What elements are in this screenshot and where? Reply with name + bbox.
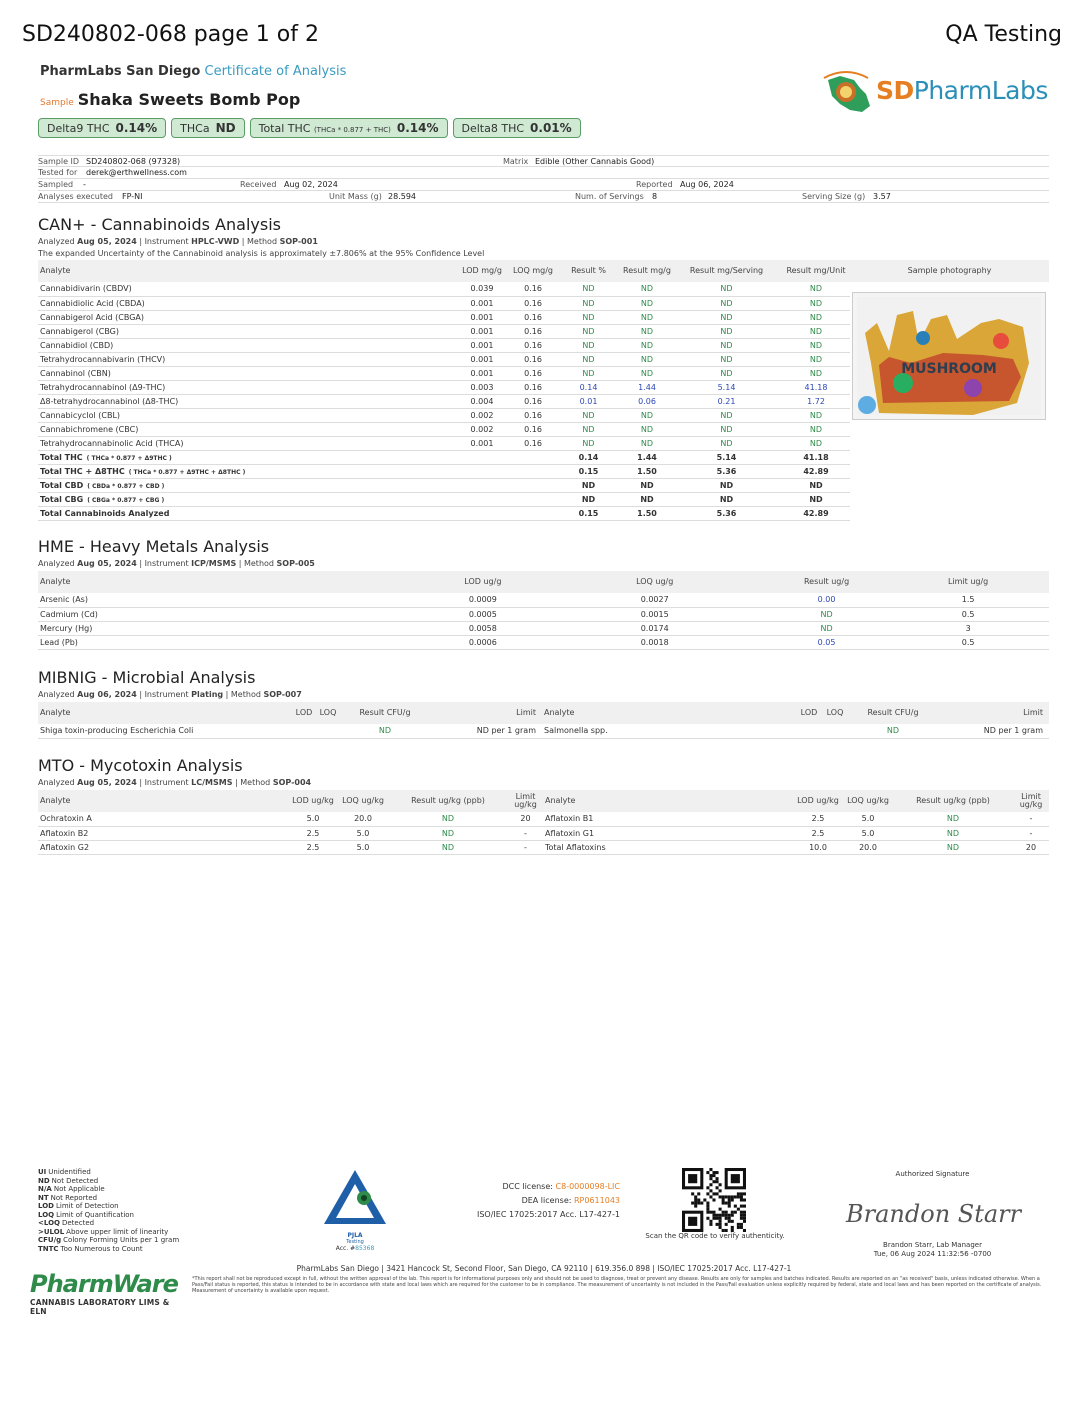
lab-address: PharmLabs San Diego | 3421 Hancock St, Second Floor, San Diego, CA 92110 | 619.356.0 898 | ISO/IEC 17025:2017 Acc. L17-427-1 [296, 1264, 792, 1273]
cannabinoid-row: Tetrahydrocannabinol (Δ9-THC) 0.003 0.16 0.14 1.44 5.14 41.18 [38, 380, 1049, 394]
cannabinoid-row: Cannabinol (CBN) 0.001 0.16 ND ND ND ND [38, 366, 1049, 380]
pharmware-logo: PharmWare CANNABIS LABORATORY LIMS & ELN [30, 1270, 178, 1316]
mycotoxin-row: Ochratoxin A 5.0 20.0 ND 20 Aflatoxin B1 2.5 5.0 ND - [38, 812, 1049, 826]
legend-item: CFU/g Colony Forming Units per 1 gram [38, 1236, 180, 1244]
sample-info-block: Sample ID SD240802-068 (97328) Matrix Edible (Other Cannabis Good) Tested for derek@erthwellness.com Sampled - Received Aug 02, 2024 Reported Aug 06, 2024 Analyses executed FP-NI Unit Mass (g) 28.594 Num. of Servings 8 Serving Size (g) 3.57 [38, 155, 1049, 203]
badge-total-thc: Total THC (THCa * 0.877 + THC) 0.14% [250, 118, 448, 138]
cannabinoid-row: Cannabidiolic Acid (CBDA) 0.001 0.16 ND ND ND ND [38, 296, 1049, 310]
heavy-metals-title: HME - Heavy Metals Analysis [38, 537, 270, 556]
legend-item: LOD Limit of Detection [38, 1202, 119, 1210]
cannabinoid-row: Cannabidivarin (CBDV) 0.039 0.16 ND ND ND ND [38, 282, 1049, 296]
cannabinoid-total-row: Total THC ( THCa * 0.877 + Δ9THC ) 0.14 1.44 5.14 41.18 [38, 450, 1049, 464]
heavy-metals-meta: Analyzed Aug 05, 2024 | Instrument ICP/MSMS | Method SOP-005 [38, 559, 315, 568]
svg-text:Brandon Starr: Brandon Starr [846, 1200, 1022, 1228]
signer-info: Brandon Starr, Lab Manager Tue, 06 Aug 2024 11:32:56 -0700 [873, 1241, 992, 1258]
report-category: QA Testing [945, 22, 1062, 47]
legend-item: N/A Not Applicable [38, 1185, 105, 1193]
heavy-metal-row: Cadmium (Cd) 0.0005 0.0015 ND 0.5 [38, 607, 1049, 621]
report-id-page: SD240802-068 page 1 of 2 [22, 22, 319, 47]
pjla-logo-icon [320, 1168, 390, 1228]
california-map-icon [820, 66, 876, 118]
qr-caption: Scan the QR code to verify authenticity. [645, 1232, 785, 1240]
cannabinoid-row: Cannabigerol Acid (CBGA) 0.001 0.16 ND ND ND ND [38, 310, 1049, 324]
legend-item: LOQ Limit of Quantification [38, 1210, 134, 1219]
sample-line [40, 90, 300, 109]
legend-item: <LOQ Detected [38, 1219, 95, 1227]
abbreviation-legend [38, 1168, 179, 1253]
badge-delta9: Delta9 THC 0.14% [38, 118, 166, 138]
sample-label: Sample [40, 98, 74, 108]
microbial-meta: Analyzed Aug 06, 2024 | Instrument Plating | Method SOP-007 [38, 690, 302, 699]
microbial-table: Analyte LOD LOQ Result CFU/g Limit Analyte LOD LOQ Result CFU/g Limit Shiga toxin-producing Escherichia Coli ND ND per 1 gram Salmonella spp. ND ND per 1 gram [38, 702, 1049, 739]
cannabinoid-row: Δ8-tetrahydrocannabinol (Δ8-THC) 0.004 0.16 0.01 0.06 0.21 1.72 [38, 394, 1049, 408]
sdpharmlabs-logo: SDPharmLabs [820, 66, 1050, 118]
mycotoxin-meta: Analyzed Aug 05, 2024 | Instrument LC/MSMS | Method SOP-004 [38, 778, 312, 787]
signature-image [842, 1190, 1022, 1234]
disclaimer: *This report shall not be reproduced except in full, without the written approval of the lab. This report is for informational purposes only and should not be used to diagnose, treat or prevent any disease. Results are only for samples and batches indicated. Results are reported on an "as received" basis, unless indicated otherwise. When a Pass/Fail status is reported, this status is intended to be in accordance with state and local laws which are required for the customer to be in compliance. The measurement of uncertainty is not included in the Pass/Fail evaluation unless explicitly required by federal, state and local laws and has been reported on the certificate of analysis. Measurement of uncertainty is available upon request. [192, 1276, 1042, 1294]
product-image [853, 293, 1045, 419]
heavy-metals-table: Analyte LOD ug/g LOQ ug/g Result ug/g Limit ug/g Arsenic (As) 0.0009 0.0027 0.00 1.5 Cadmium (Cd) 0.0005 0.0015 ND 0.5 Mercury (Hg) 0.0058 0.0174 ND 3 Lead (Pb) 0.0006 0.0018 0.05 0.5 [38, 571, 1049, 650]
mycotoxin-title: MTO - Mycotoxin Analysis [38, 756, 243, 775]
heavy-metal-row: Lead (Pb) 0.0006 0.0018 0.05 0.5 [38, 635, 1049, 649]
lab-name: PharmLabs San Diego [40, 64, 201, 79]
cannabinoid-total-row: Total CBG ( CBGa * 0.877 + CBG ) ND ND ND ND [38, 492, 1049, 506]
verification-qr-code[interactable] [682, 1168, 746, 1232]
cannabinoids-meta: Analyzed Aug 05, 2024 | Instrument HPLC-VWD | Method SOP-001 [38, 237, 318, 246]
pjla-accreditation: PJLA Testing Acc. #85368 [320, 1168, 390, 1248]
license-info: DCC license: C8-0000098-LIC DEA license: RP0611043 ISO/IEC 17025:2017 Acc. L17-427-1 [476, 1182, 620, 1219]
cannabinoid-row: Cannabidiol (CBD) 0.001 0.16 ND ND ND ND [38, 338, 1049, 352]
heavy-metal-row: Mercury (Hg) 0.0058 0.0174 ND 3 [38, 621, 1049, 635]
potency-badges [38, 118, 581, 138]
legend-item: ND Not Detected [38, 1176, 99, 1185]
cannabinoid-total-row: Total THC + Δ8THC ( THCa * 0.877 + Δ9THC + Δ8THC ) 0.15 1.50 5.36 42.89 [38, 464, 1049, 478]
svg-text:MUSHROOM: MUSHROOM [901, 361, 997, 377]
cannabinoid-row: Tetrahydrocannabinolic Acid (THCA) 0.001 0.16 ND ND ND ND [38, 436, 1049, 450]
doc-type: Certificate of Analysis [204, 64, 347, 79]
cannabinoid-row: Cannabichromene (CBC) 0.002 0.16 ND ND ND ND [38, 422, 1049, 436]
signature-header: Authorized Signature [895, 1170, 970, 1178]
badge-thca: THCa ND [171, 118, 244, 138]
cannabinoid-row: Cannabicyclol (CBL) 0.002 0.16 ND ND ND ND [38, 408, 1049, 422]
sample-name: Shaka Sweets Bomb Pop [77, 90, 301, 109]
cannabinoids-table: Analyte LOD mg/g LOQ mg/g Result % Result mg/g Result mg/Serving Result mg/Unit Sample photography Cannabidivarin (CBDV) 0.039 0.16 ND ND ND ND Cannabidiolic Acid (CBDA) 0.001 0.16 ND ND ND ND Cannabigerol Acid (CBGA) 0.001 0.16 ND ND ND ND Cannabigerol (CBG) 0.001 0.16 ND ND ND ND Cannabidiol (CBD) 0.001 0.16 ND ND ND ND Tetrahydrocannabivarin (THCV) 0.001 0.16 ND ND ND ND Cannabinol (CBN) 0.001 0.16 ND ND ND ND Tetrahydrocannabinol (Δ9-THC) 0.003 0.16 0.14 1.44 5.14 41.18 Δ8-tetrahydrocannabinol (Δ8-THC) 0.004 0.16 0.01 0.06 0.21 1.72 Cannabicyclol (CBL) 0.002 0.16 ND ND ND ND Cannabichromene (CBC) 0.002 0.16 ND ND ND ND Tetrahydrocannabinolic Acid (THCA) 0.001 0.16 ND ND ND ND Total THC ( THCa * 0.877 + Δ9THC ) 0.14 1.44 5.14 41.18 Total THC + Δ8THC ( THCa * 0.877 + Δ9THC + Δ8THC ) 0.15 1.50 5.36 42.89 Total CBD ( CBDa * 0.877 + CBD ) ND ND ND ND Total CBG ( CBGa * 0.877 + CBG ) ND ND ND ND Total Cannabinoids Analyzed 0.15 1.50 5.36 42.89 [38, 260, 1049, 521]
cannabinoid-total-row: Total Cannabinoids Analyzed 0.15 1.50 5.36 42.89 [38, 506, 1049, 520]
mycotoxin-row: Aflatoxin B2 2.5 5.0 ND - Aflatoxin G1 2.5 5.0 ND - [38, 826, 1049, 840]
uncertainty-note: The expanded Uncertainty of the Cannabinoid analysis is approximately ±7.806% at the 95% Confidence Level [38, 249, 485, 258]
cannabinoid-row: Cannabigerol (CBG) 0.001 0.16 ND ND ND ND [38, 324, 1049, 338]
legend-item: NT Not Reported [38, 1193, 98, 1202]
cannabinoid-total-row: Total CBD ( CBDa * 0.877 + CBD ) ND ND ND ND [38, 478, 1049, 492]
cannabinoid-row: Tetrahydrocannabivarin (THCV) 0.001 0.16 ND ND ND ND [38, 352, 1049, 366]
mycotoxin-table: Analyte LOD ug/kg LOQ ug/kg Result ug/kg (ppb) Limit ug/kg Analyte LOD ug/kg LOQ ug/kg Result ug/kg (ppb) Limit ug/kg Ochratoxin A 5.0 20.0 ND 20 Aflatoxin B1 2.5 5.0 ND - Aflatoxin B2 2.5 5.0 ND - Aflatoxin G1 2.5 5.0 ND - Aflatoxin G2 2.5 5.0 ND - Total Aflatoxins 10.0 20.0 ND 20 [38, 790, 1049, 855]
lab-line [40, 64, 346, 79]
legend-item: UI Unidentified [38, 1168, 91, 1176]
badge-delta8: Delta8 THC 0.01% [453, 118, 581, 138]
microbial-row: Shiga toxin-producing Escherichia Coli ND ND per 1 gram Salmonella spp. ND ND per 1 gram [38, 724, 1049, 738]
heavy-metal-row: Arsenic (As) 0.0009 0.0027 0.00 1.5 [38, 593, 1049, 607]
legend-item: >ULOL Above upper limit of linearity [38, 1227, 169, 1236]
qr-code-icon[interactable] [682, 1168, 746, 1232]
legend-item: TNTC Too Numerous to Count [38, 1244, 143, 1253]
cannabinoids-title: CAN+ - Cannabinoids Analysis [38, 215, 281, 234]
microbial-title: MIBNIG - Microbial Analysis [38, 668, 256, 687]
mycotoxin-row: Aflatoxin G2 2.5 5.0 ND - Total Aflatoxins 10.0 20.0 ND 20 [38, 840, 1049, 854]
sample-photo [852, 292, 1046, 420]
